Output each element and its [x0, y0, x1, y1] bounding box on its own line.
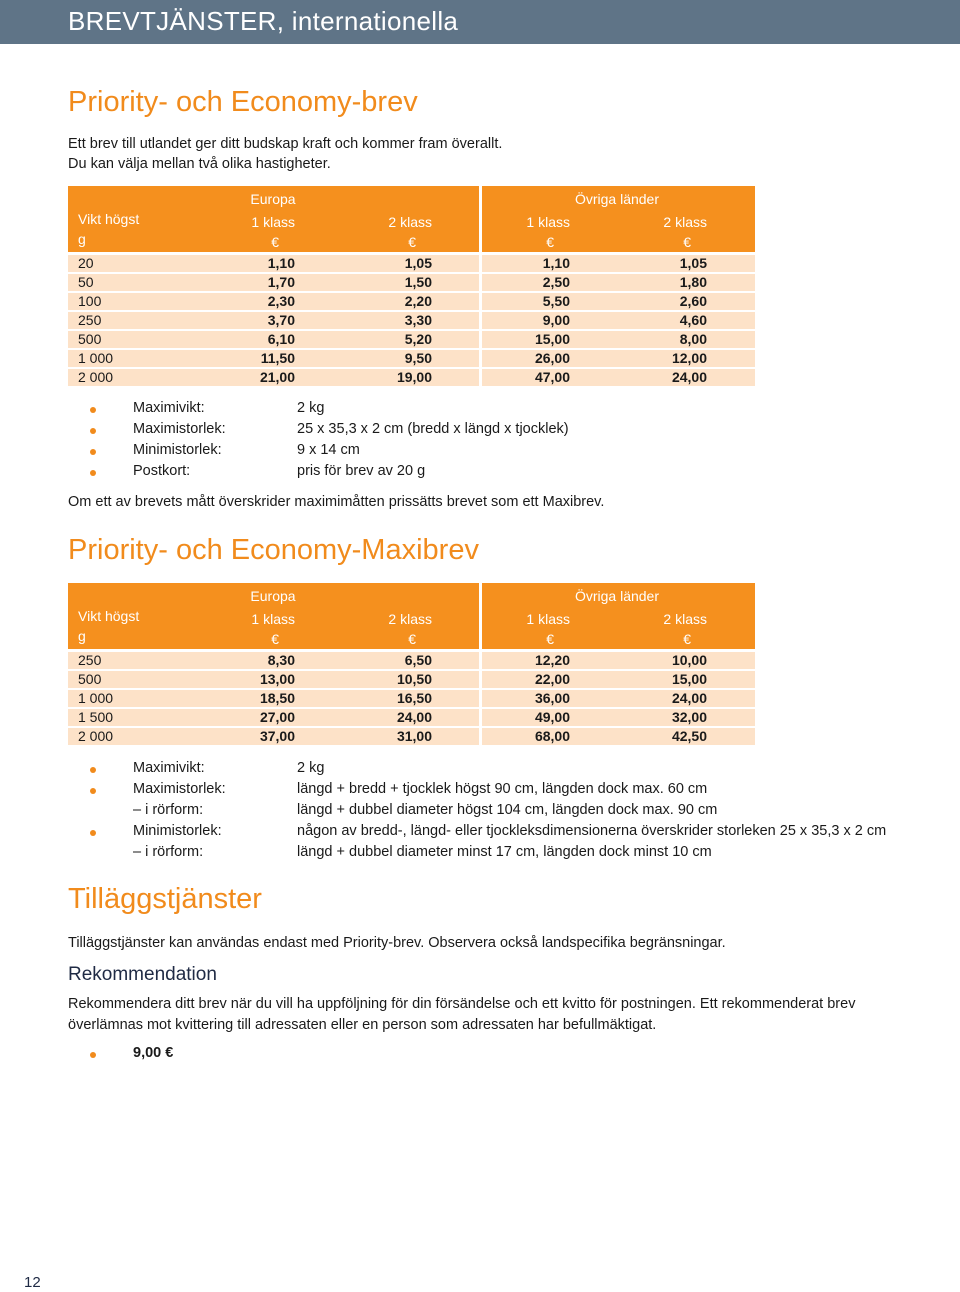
- price-value: 9,00 €: [133, 1045, 174, 1061]
- table-row: [68, 728, 755, 747]
- table-row: [68, 690, 755, 709]
- currency-label: €: [683, 631, 691, 647]
- bullet-dot-icon: [90, 428, 96, 434]
- cell-other-class1: 12,20: [534, 652, 570, 668]
- table-row: [68, 709, 755, 728]
- cell-europe-class1: 1,10: [267, 255, 295, 271]
- cell-other-class2: 4,60: [679, 312, 707, 328]
- page-header-title: BREVTJÄNSTER, internationella: [68, 6, 459, 36]
- rekommendation-line: Rekommendera ditt brev när du vill ha uppföljning för din försändelse och ett kvitto för postningen. Ett rekommenderat brev: [68, 996, 856, 1012]
- cell-europe-class2: 24,00: [396, 709, 432, 725]
- column-header-unit: g: [78, 231, 86, 247]
- cell-europe-class1: 2,30: [267, 293, 295, 309]
- cell-weight: 500: [78, 331, 102, 347]
- maxibrev-note: Om ett av brevets mått överskrider maximimåtten prissätts brevet som ett Maxibrev.: [68, 494, 605, 510]
- cell-other-class1: 26,00: [534, 350, 570, 366]
- bullet-label: Maximivikt:: [133, 760, 205, 776]
- bullet-value: längd + bredd + tjocklek högst 90 cm, längden dock max. 60 cm: [297, 781, 708, 797]
- table-row: [68, 293, 755, 312]
- cell-other-class2: 8,00: [679, 331, 707, 347]
- column-header-weight: Vikt högst: [78, 211, 140, 227]
- column-header-other-class1: 1 klass: [526, 611, 570, 627]
- cell-weight: 100: [78, 293, 102, 309]
- cell-other-class2: 32,00: [671, 709, 707, 725]
- table-row: [68, 671, 755, 690]
- page-number: 12: [24, 1274, 41, 1291]
- currency-label: €: [408, 631, 416, 647]
- cell-weight: 2 000: [78, 369, 114, 385]
- cell-weight: 50: [78, 274, 94, 290]
- cell-europe-class1: 11,50: [260, 350, 295, 366]
- cell-other-class1: 47,00: [534, 369, 570, 385]
- cell-europe-class1: 6,10: [267, 331, 295, 347]
- cell-other-class1: 5,50: [542, 293, 570, 309]
- intro-line: Ett brev till utlandet ger ditt budskap kraft och kommer fram överallt.: [68, 136, 503, 152]
- cell-weight: 250: [78, 312, 102, 328]
- cell-other-class1: 68,00: [534, 728, 570, 744]
- group-header-other: Övriga länder: [574, 191, 660, 207]
- bullet-value: 25 x 35,3 x 2 cm (bredd x längd x tjocklek): [297, 421, 569, 437]
- bullet-value: 2 kg: [297, 760, 325, 776]
- group-header-europe: Europa: [250, 588, 296, 604]
- section-title-priority-economy: Priority- och Economy-brev: [68, 86, 418, 118]
- cell-europe-class2: 1,50: [404, 274, 432, 290]
- bullet-dot-icon: [90, 767, 96, 773]
- column-header-other-class2: 2 klass: [663, 611, 707, 627]
- bullet-dot-icon: [90, 1052, 96, 1058]
- table-row: [68, 312, 755, 331]
- cell-europe-class1: 13,00: [259, 671, 295, 687]
- table-row: [68, 369, 755, 388]
- cell-europe-class1: 3,70: [267, 312, 295, 328]
- bullet-label: Postkort:: [133, 463, 191, 479]
- column-header-eu-class1: 1 klass: [251, 214, 295, 230]
- cell-other-class2: 1,80: [679, 274, 707, 290]
- rekommendation-line: överlämnas mot kvittering till adressaten eller en person som adressaten har befullmäktigat.: [68, 1017, 657, 1033]
- column-header-other-class1: 1 klass: [526, 214, 570, 230]
- column-header-other-class2: 2 klass: [663, 214, 707, 230]
- subheading-rekommendation: Rekommendation: [68, 964, 217, 985]
- price-table-brev: [68, 186, 755, 388]
- cell-other-class1: 9,00: [542, 312, 570, 328]
- cell-weight: 500: [78, 671, 102, 687]
- table-row: [68, 350, 755, 369]
- cell-europe-class1: 21,00: [259, 369, 295, 385]
- price-table-maxibrev: [68, 583, 755, 747]
- cell-weight: 2 000: [78, 728, 114, 744]
- table-header: [68, 186, 755, 252]
- bullet-dot-icon: [90, 470, 96, 476]
- bullet-value: 2 kg: [297, 400, 325, 416]
- intro-line: Du kan välja mellan två olika hastigheter.: [68, 156, 331, 172]
- cell-europe-class1: 27,00: [259, 709, 295, 725]
- column-header-unit: g: [78, 628, 86, 644]
- cell-other-class1: 49,00: [534, 709, 570, 725]
- cell-other-class2: 10,00: [671, 652, 707, 668]
- cell-europe-class2: 10,50: [396, 671, 432, 687]
- cell-other-class1: 1,10: [542, 255, 570, 271]
- cell-other-class1: 15,00: [534, 331, 570, 347]
- cell-other-class2: 2,60: [679, 293, 707, 309]
- bullet-dot-icon: [90, 830, 96, 836]
- column-header-eu-class2: 2 klass: [388, 611, 432, 627]
- bullet-label: Maximivikt:: [133, 400, 205, 416]
- cell-europe-class2: 1,05: [404, 255, 432, 271]
- cell-europe-class1: 1,70: [267, 274, 295, 290]
- cell-other-class2: 1,05: [679, 255, 707, 271]
- intro-text: [68, 134, 502, 174]
- cell-europe-class1: 8,30: [267, 652, 295, 668]
- bullet-dot-icon: [90, 788, 96, 794]
- cell-weight: 1 000: [78, 350, 114, 366]
- currency-label: €: [408, 234, 416, 250]
- bullet-value: pris för brev av 20 g: [297, 463, 426, 479]
- bullet-label: – i rörform:: [133, 802, 204, 818]
- column-header-eu-class2: 2 klass: [388, 214, 432, 230]
- table-row: [68, 274, 755, 293]
- cell-weight: 20: [78, 255, 94, 271]
- group-header-europe: Europa: [250, 191, 296, 207]
- bullet-label: Minimistorlek:: [133, 442, 222, 458]
- currency-label: €: [271, 631, 279, 647]
- bullet-label: Maximistorlek:: [133, 781, 226, 797]
- bullet-label: – i rörform:: [133, 844, 204, 860]
- cell-europe-class1: 18,50: [259, 690, 295, 706]
- cell-europe-class2: 9,50: [404, 350, 432, 366]
- table-header: [68, 583, 755, 649]
- cell-weight: 1 500: [78, 709, 114, 725]
- table-row: [68, 652, 755, 671]
- cell-weight: 250: [78, 652, 102, 668]
- cell-europe-class2: 31,00: [396, 728, 432, 744]
- table-row: [68, 331, 755, 350]
- cell-other-class2: 24,00: [671, 690, 707, 706]
- cell-weight: 1 000: [78, 690, 114, 706]
- currency-label: €: [546, 631, 554, 647]
- cell-europe-class2: 16,50: [396, 690, 432, 706]
- bullet-value: någon av bredd-, längd- eller tjockleksdimensionerna överskrider storleken 25 x 35,3 x 2 cm: [297, 823, 887, 839]
- bullet-value: 9 x 14 cm: [297, 442, 360, 458]
- rekommendation-text: [68, 994, 855, 1036]
- bullet-value: längd + dubbel diameter minst 17 cm, längden dock minst 10 cm: [297, 844, 712, 860]
- bullet-dot-icon: [90, 449, 96, 455]
- cell-europe-class2: 19,00: [396, 369, 432, 385]
- section-title-tillaggstjanster: Tilläggstjänster: [68, 883, 262, 915]
- cell-other-class2: 42,50: [671, 728, 707, 744]
- bullet-label: Minimistorlek:: [133, 823, 222, 839]
- bullet-label: Maximistorlek:: [133, 421, 226, 437]
- cell-europe-class2: 5,20: [404, 331, 432, 347]
- group-header-other: Övriga länder: [574, 588, 660, 604]
- cell-other-class1: 2,50: [542, 274, 570, 290]
- header-bar: [0, 0, 960, 44]
- currency-label: €: [683, 234, 691, 250]
- column-header-weight: Vikt högst: [78, 608, 140, 624]
- cell-other-class1: 36,00: [534, 690, 570, 706]
- cell-europe-class2: 6,50: [404, 652, 432, 668]
- bullet-dot-icon: [90, 407, 96, 413]
- cell-other-class2: 15,00: [671, 671, 707, 687]
- tillaggstjanster-text: Tilläggstjänster kan användas endast med Priority-brev. Observera också landspecifika begränsningar.: [68, 935, 726, 951]
- currency-label: €: [271, 234, 279, 250]
- column-header-eu-class1: 1 klass: [251, 611, 295, 627]
- cell-other-class2: 24,00: [671, 369, 707, 385]
- cell-other-class1: 22,00: [534, 671, 570, 687]
- cell-other-class2: 12,00: [671, 350, 707, 366]
- cell-europe-class2: 2,20: [404, 293, 432, 309]
- currency-label: €: [546, 234, 554, 250]
- table-row: [68, 255, 755, 274]
- cell-europe-class2: 3,30: [404, 312, 432, 328]
- cell-europe-class1: 37,00: [259, 728, 295, 744]
- section-title-maxibrev: Priority- och Economy-Maxibrev: [68, 534, 479, 566]
- bullet-value: längd + dubbel diameter högst 104 cm, längden dock max. 90 cm: [297, 802, 718, 818]
